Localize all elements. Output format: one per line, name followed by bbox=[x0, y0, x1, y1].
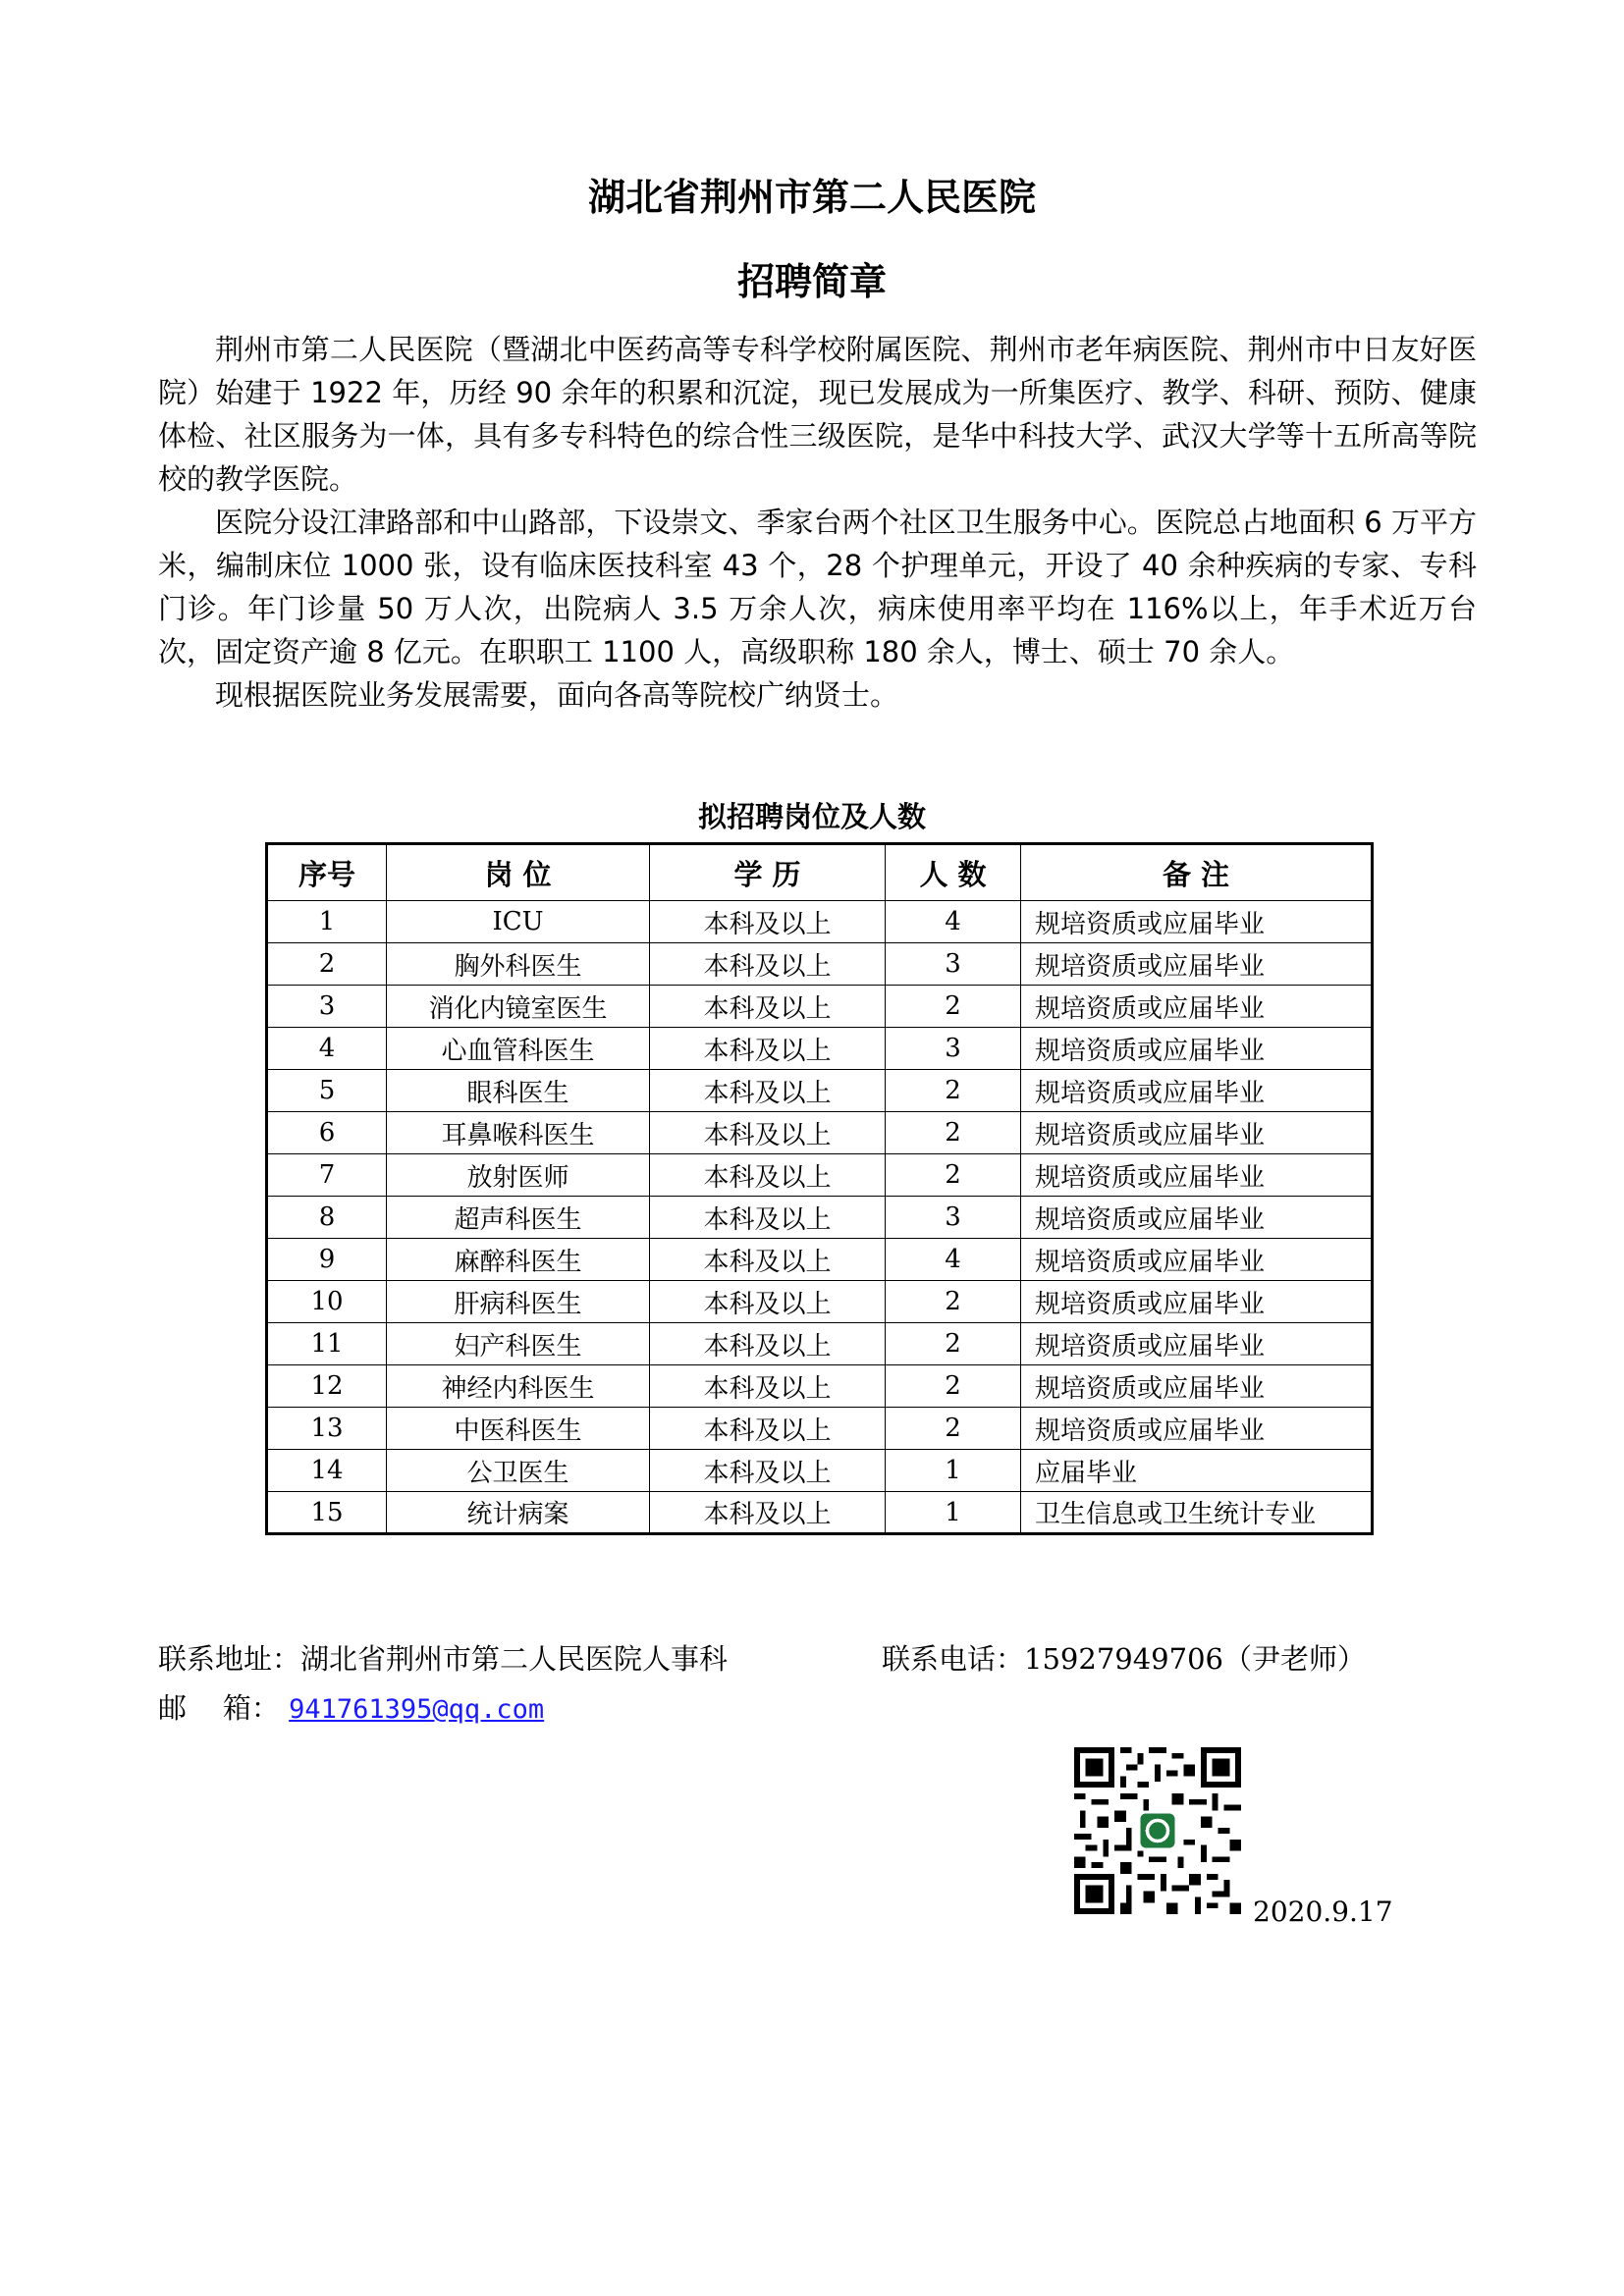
cell-number: 7 bbox=[267, 1154, 387, 1197]
cell-position: 胸外科医生 bbox=[387, 943, 650, 986]
cell-position: 心血管科医生 bbox=[387, 1028, 650, 1070]
cell-count: 4 bbox=[886, 901, 1021, 943]
cell-position: 神经内科医生 bbox=[387, 1365, 650, 1408]
cell-number: 6 bbox=[267, 1112, 387, 1154]
cell-count: 3 bbox=[886, 1028, 1021, 1070]
table-row bbox=[267, 1450, 1373, 1492]
cell-education: 本科及以上 bbox=[650, 1281, 886, 1323]
table-row bbox=[267, 1408, 1373, 1450]
cell-education: 本科及以上 bbox=[650, 1112, 886, 1154]
header-cell-education: 学 历 bbox=[650, 844, 886, 901]
cell-notes: 规培资质或应届毕业 bbox=[1021, 986, 1373, 1028]
cell-position: 眼科医生 bbox=[387, 1070, 650, 1112]
cell-position: 统计病案 bbox=[387, 1492, 650, 1534]
table-row bbox=[267, 1028, 1373, 1070]
table-row bbox=[267, 1112, 1373, 1154]
cell-count: 3 bbox=[886, 943, 1021, 986]
table-row bbox=[267, 943, 1373, 986]
cell-count: 2 bbox=[886, 1112, 1021, 1154]
cell-count: 2 bbox=[886, 1281, 1021, 1323]
cell-position: 妇产科医生 bbox=[387, 1323, 650, 1365]
email-link[interactable]: 941761395@qq.com bbox=[289, 1694, 545, 1725]
cell-number: 15 bbox=[267, 1492, 387, 1534]
cell-count: 2 bbox=[886, 986, 1021, 1028]
cell-notes: 规培资质或应届毕业 bbox=[1021, 1408, 1373, 1450]
intro-paragraph-2: 医院分设江津路部和中山路部，下设崇文、季家台两个社区卫生服务中心。医院总占地面积 6 万平方米，编制床位 1000 张，设有临床医技科室 43 个，28 个护理单元，开设了 40 余种疾病的专家、专科门诊。年门诊量 50 万人次，出院病人 3.5 万余人次，病床使用率平均在 116%以上，年手术近万台次，固定资产逾 8 亿元。在职职工 1100 人，高级职称 180 余人，博士、硕士 70 余人。 bbox=[158, 506, 1477, 668]
cell-position: 放射医师 bbox=[387, 1154, 650, 1197]
header-cell-position: 岗 位 bbox=[387, 844, 650, 901]
cell-number: 2 bbox=[267, 943, 387, 986]
cell-notes: 规培资质或应届毕业 bbox=[1021, 1323, 1373, 1365]
table-row bbox=[267, 1492, 1373, 1534]
intro-text bbox=[158, 328, 1477, 717]
cell-education: 本科及以上 bbox=[650, 1365, 886, 1408]
phone-label: 联系电话： bbox=[882, 1642, 1025, 1676]
cell-position: 公卫医生 bbox=[387, 1450, 650, 1492]
table-row bbox=[267, 1365, 1373, 1408]
cell-count: 1 bbox=[886, 1450, 1021, 1492]
table-row bbox=[267, 1070, 1373, 1112]
cell-count: 4 bbox=[886, 1239, 1021, 1281]
phone-value: 15927949706（尹老师） bbox=[1024, 1642, 1366, 1676]
table-row bbox=[267, 901, 1373, 943]
cell-notes: 规培资质或应届毕业 bbox=[1021, 1197, 1373, 1239]
email-label: 邮 箱： bbox=[158, 1691, 280, 1725]
address-label: 联系地址： bbox=[158, 1642, 301, 1676]
cell-count: 2 bbox=[886, 1323, 1021, 1365]
cell-notes: 规培资质或应届毕业 bbox=[1021, 1028, 1373, 1070]
header-cell-number: 序号 bbox=[267, 844, 387, 901]
cell-notes: 规培资质或应届毕业 bbox=[1021, 1154, 1373, 1197]
cell-notes: 卫生信息或卫生统计专业 bbox=[1021, 1492, 1373, 1534]
cell-count: 2 bbox=[886, 1408, 1021, 1450]
document-date: 2020.9.17 bbox=[1253, 1896, 1393, 1928]
cell-notes: 规培资质或应届毕业 bbox=[1021, 901, 1373, 943]
cell-education: 本科及以上 bbox=[650, 1070, 886, 1112]
cell-number: 12 bbox=[267, 1365, 387, 1408]
cell-number: 8 bbox=[267, 1197, 387, 1239]
table-row bbox=[267, 1281, 1373, 1323]
cell-position: 超声科医生 bbox=[387, 1197, 650, 1239]
cell-number: 5 bbox=[267, 1070, 387, 1112]
cell-position: 中医科医生 bbox=[387, 1408, 650, 1450]
cell-count: 2 bbox=[886, 1365, 1021, 1408]
qr-code-icon bbox=[1074, 1747, 1241, 1914]
intro-paragraph-1: 荆州市第二人民医院（暨湖北中医药高等专科学校附属医院、荆州市老年病医院、荆州市中日友好医院）始建于 1922 年，历经 90 余年的积累和沉淀，现已发展成为一所集医疗、教学、科研、预防、健康体检、社区服务为一体，具有多专科特色的综合性三级医院，是华中科技大学、武汉大学等十五所高等院校的教学医院。 bbox=[158, 333, 1477, 496]
table-row bbox=[267, 1197, 1373, 1239]
cell-education: 本科及以上 bbox=[650, 1239, 886, 1281]
page-subtitle: 招聘简章 bbox=[736, 260, 887, 303]
cell-count: 1 bbox=[886, 1492, 1021, 1534]
cell-education: 本科及以上 bbox=[650, 1450, 886, 1492]
cell-education: 本科及以上 bbox=[650, 986, 886, 1028]
cell-position: 肝病科医生 bbox=[387, 1281, 650, 1323]
cell-education: 本科及以上 bbox=[650, 943, 886, 986]
cell-count: 2 bbox=[886, 1154, 1021, 1197]
cell-notes: 规培资质或应届毕业 bbox=[1021, 943, 1373, 986]
table-header-row bbox=[267, 844, 1373, 901]
cell-number: 10 bbox=[267, 1281, 387, 1323]
cell-education: 本科及以上 bbox=[650, 901, 886, 943]
cell-notes: 规培资质或应届毕业 bbox=[1021, 1070, 1373, 1112]
cell-notes: 规培资质或应届毕业 bbox=[1021, 1112, 1373, 1154]
cell-number: 3 bbox=[267, 986, 387, 1028]
cell-education: 本科及以上 bbox=[650, 1492, 886, 1534]
table-caption: 拟招聘岗位及人数 bbox=[697, 800, 926, 833]
table-row bbox=[267, 1323, 1373, 1365]
cell-education: 本科及以上 bbox=[650, 1154, 886, 1197]
cell-notes: 规培资质或应届毕业 bbox=[1021, 1281, 1373, 1323]
cell-position: 消化内镜室医生 bbox=[387, 986, 650, 1028]
cell-education: 本科及以上 bbox=[650, 1323, 886, 1365]
cell-number: 4 bbox=[267, 1028, 387, 1070]
table-row bbox=[267, 1154, 1373, 1197]
cell-education: 本科及以上 bbox=[650, 1028, 886, 1070]
cell-position: 麻醉科医生 bbox=[387, 1239, 650, 1281]
cell-number: 9 bbox=[267, 1239, 387, 1281]
cell-number: 13 bbox=[267, 1408, 387, 1450]
cell-number: 11 bbox=[267, 1323, 387, 1365]
table-row bbox=[267, 986, 1373, 1028]
contact-phone bbox=[882, 1639, 1366, 1679]
cell-number: 14 bbox=[267, 1450, 387, 1492]
cell-position: ICU bbox=[387, 901, 650, 943]
cell-notes: 应届毕业 bbox=[1021, 1450, 1373, 1492]
address-value: 湖北省荆州市第二人民医院人事科 bbox=[300, 1642, 729, 1676]
cell-notes: 规培资质或应届毕业 bbox=[1021, 1239, 1373, 1281]
cell-position: 耳鼻喉科医生 bbox=[387, 1112, 650, 1154]
cell-education: 本科及以上 bbox=[650, 1408, 886, 1450]
table-row bbox=[267, 1239, 1373, 1281]
cell-count: 2 bbox=[886, 1070, 1021, 1112]
cell-notes: 规培资质或应届毕业 bbox=[1021, 1365, 1373, 1408]
positions-table bbox=[265, 842, 1374, 1535]
cell-number: 1 bbox=[267, 901, 387, 943]
intro-paragraph-3: 现根据医院业务发展需要，面向各高等院校广纳贤士。 bbox=[215, 678, 899, 712]
contact-email bbox=[158, 1688, 544, 1730]
header-cell-notes: 备 注 bbox=[1021, 844, 1373, 901]
page-title: 湖北省荆州市第二人民医院 bbox=[587, 176, 1036, 219]
header-cell-count: 人 数 bbox=[886, 844, 1021, 901]
cell-count: 3 bbox=[886, 1197, 1021, 1239]
contact-address bbox=[158, 1639, 728, 1679]
cell-education: 本科及以上 bbox=[650, 1197, 886, 1239]
